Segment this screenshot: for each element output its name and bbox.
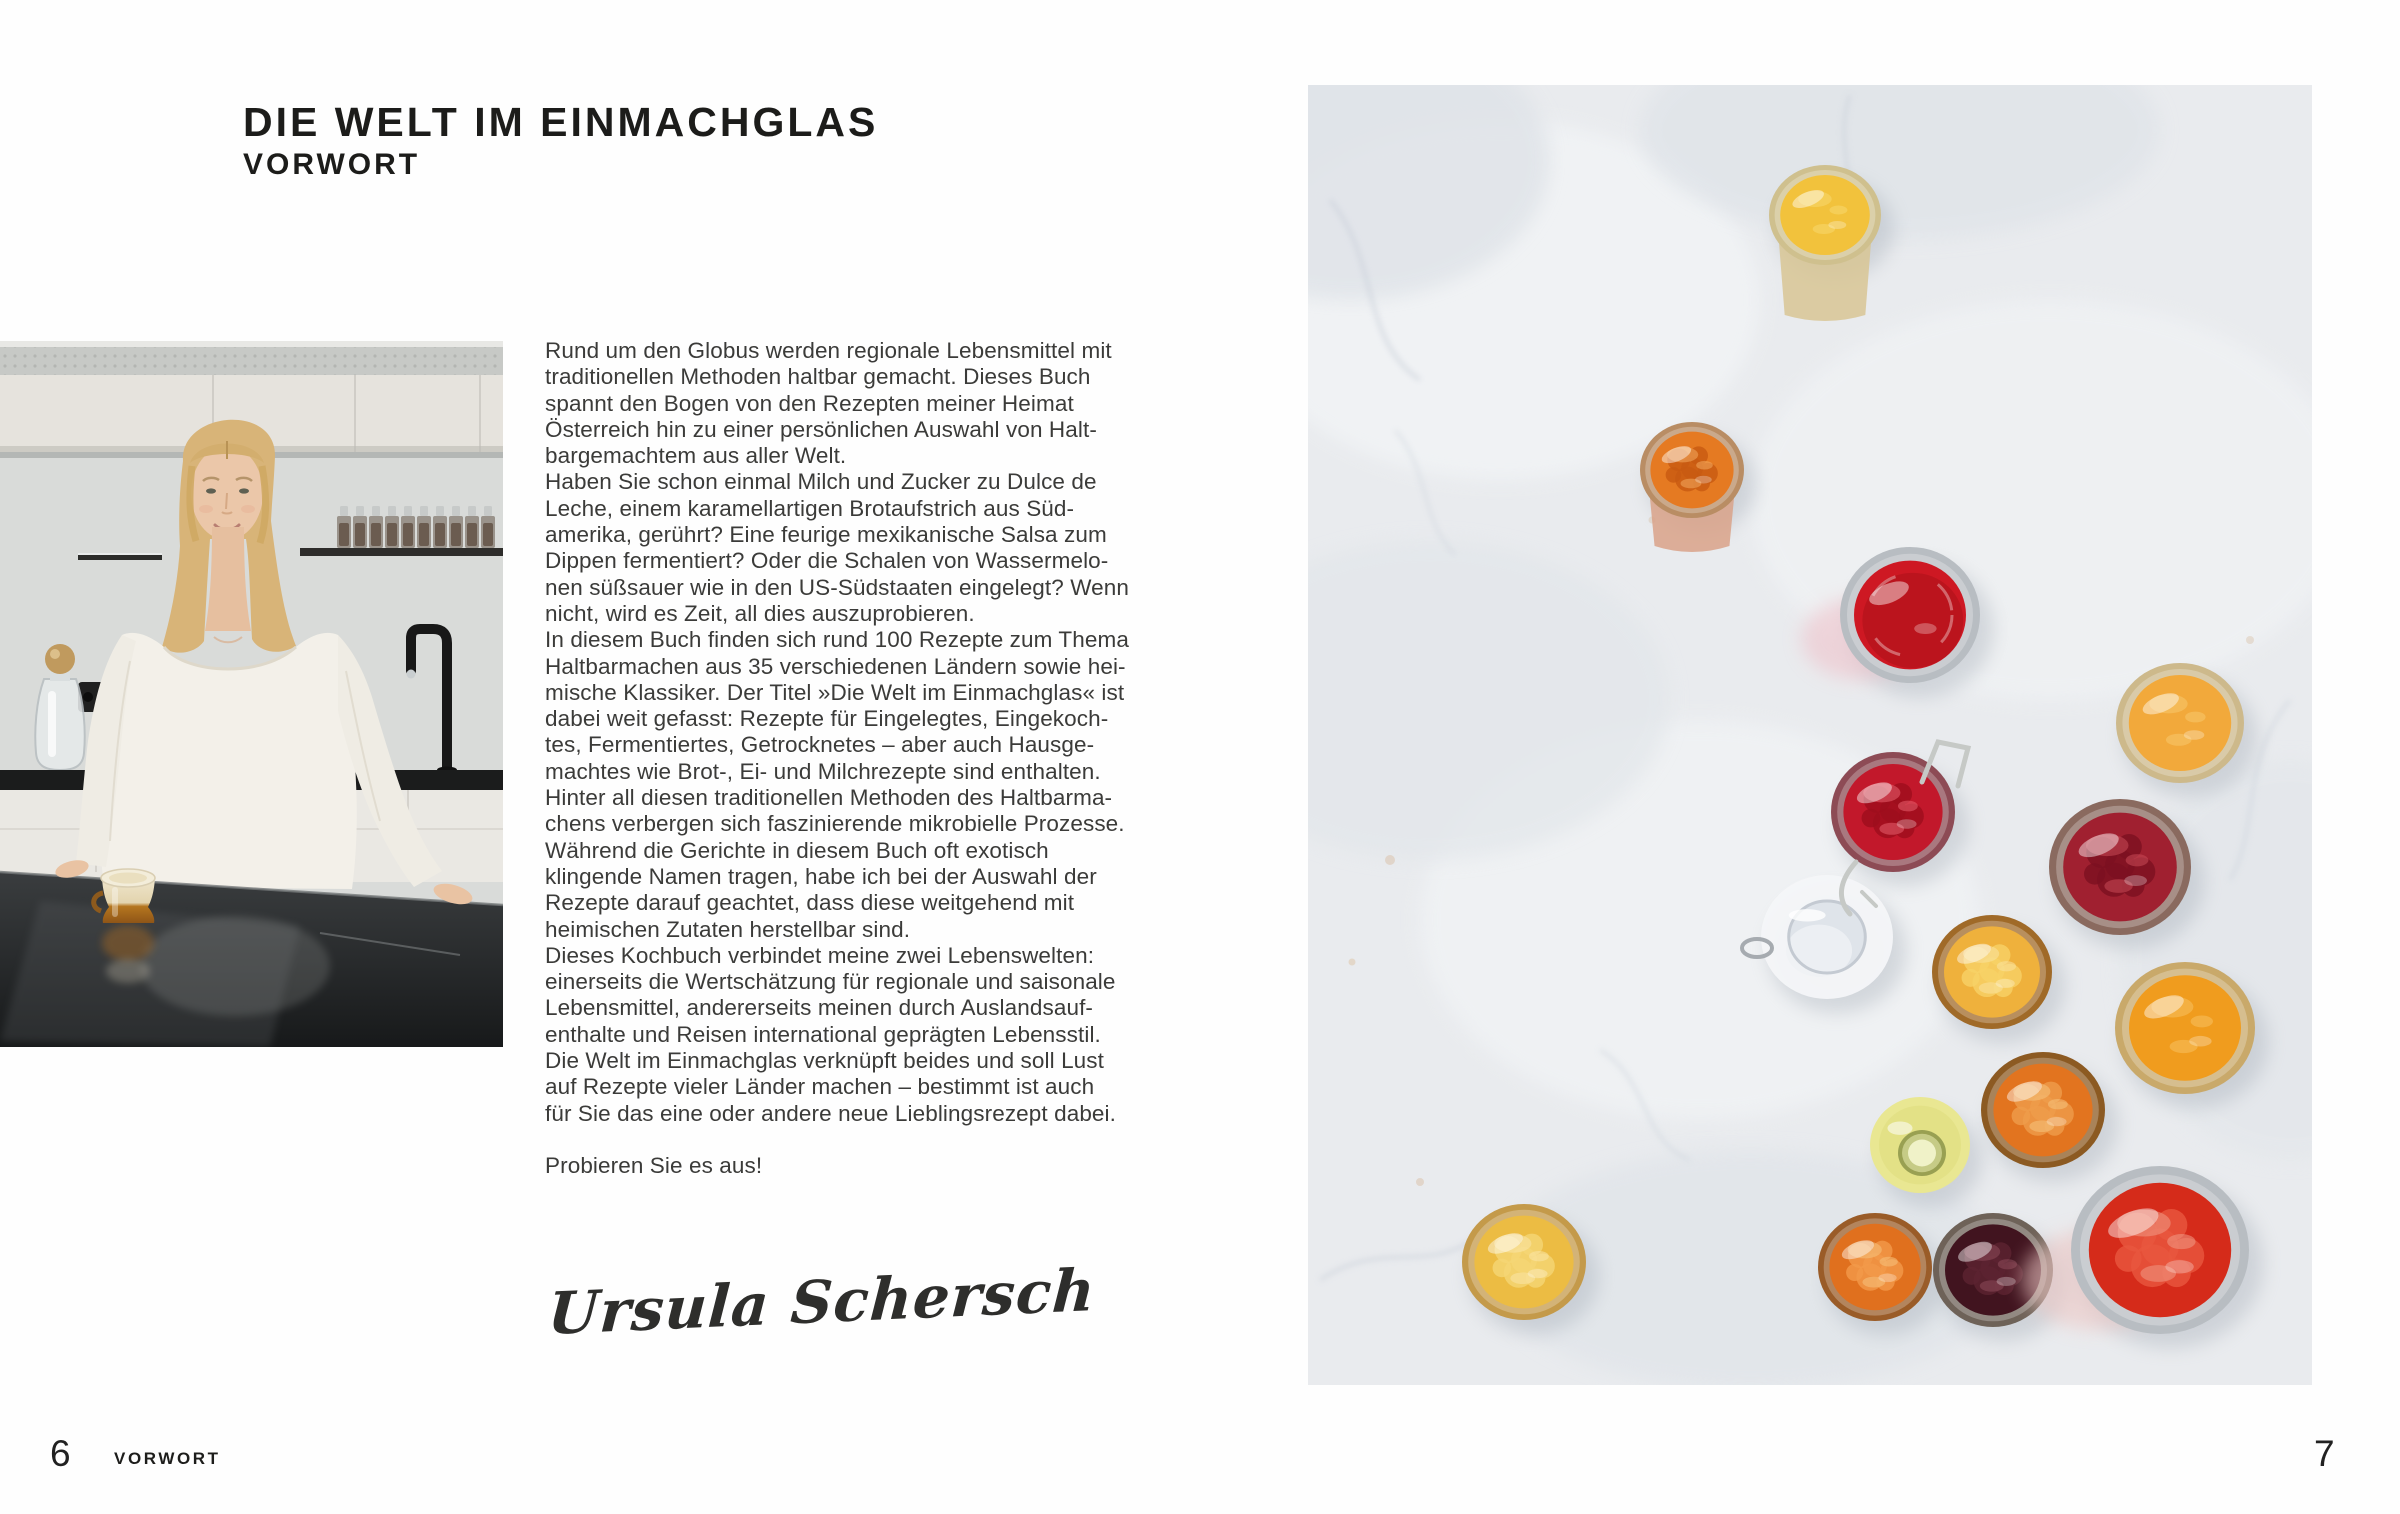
kitchen-scene: [0, 341, 503, 1047]
text-line: nicht, wird es Zeit, all dies auszuprobieren.: [545, 600, 975, 626]
text-line: heimischen Zutaten herstellbar sind.: [545, 916, 911, 942]
text-line: Lebensmittel, andererseits meinen durch Auslandsauf-: [545, 995, 1094, 1021]
text-line: Österreich hin zu einer persönlichen Auswahl von Halt-: [545, 416, 1097, 442]
text-line: Dieses Kochbuch verbindet meine zwei Lebenswelten:: [545, 942, 1095, 968]
text-line: spannt den Bogen von den Rezepten meiner Heimat: [545, 390, 1074, 416]
text-line: Probieren Sie es aus!: [545, 1153, 763, 1179]
page-title: DIE WELT IM EINMACHGLAS: [243, 99, 879, 146]
text-line: Die Welt im Einmachglas verknüpft beides und soll Lust: [545, 1048, 1105, 1074]
text-line: mische Klassiker. Der Titel »Die Welt im Einmachglas« ist: [545, 679, 1125, 705]
page-subtitle: VORWORT: [243, 147, 421, 181]
text-line: amerika, gerührt? Eine feurige mexikanische Salsa zum: [545, 522, 1107, 548]
faucet-aerator: [407, 670, 416, 679]
author-signature: Ursula Schersch: [546, 1255, 1098, 1349]
text-line: Haltbarmachen aus 35 verschiedenen Ländern sowie hei-: [545, 653, 1126, 679]
text-line: einerseits die Wertschätzung für regionale und saisonale: [545, 969, 1116, 995]
text-line: Rezepte darauf geachtet, dass diese weitgehend mit: [545, 890, 1075, 916]
text-line: nen süßsauer wie in den US-Südstaaten eingelegt? Wenn: [545, 574, 1130, 600]
text-line: chens verbergen sich faszinierende mikrobielle Prozesse.: [545, 811, 1125, 837]
footer-right: [2314, 1433, 2335, 1475]
range-hood: [0, 347, 503, 375]
text-line: Rund um den Globus werden regionale Lebensmittel mit: [545, 338, 1112, 363]
jars-scene: [1308, 85, 2312, 1385]
text-line: auf Rezepte vieler Länder machen – bestimmt ist auch: [545, 1074, 1095, 1100]
text-line: Hinter all diesen traditionellen Methoden des Haltbarma-: [545, 785, 1113, 811]
text-line: [545, 1127, 1075, 1153]
wooden-lid-ball: [45, 644, 75, 674]
text-line: Dippen fermentiert? Oder die Schalen von Wassermelo-: [545, 548, 1109, 574]
text-line: machtes wie Brot-, Ei- und Milchrezepte sind enthalten.: [545, 758, 1101, 784]
footer-left: [50, 1433, 71, 1475]
text-line: enthalte und Reisen international geprägten Lebensstil.: [545, 1021, 1101, 1047]
author-photo: [0, 341, 503, 1047]
page-number-left: 6: [50, 1433, 71, 1474]
text-line: für Sie das eine oder andere neue Lieblingsrezept dabei.: [545, 1100, 1116, 1126]
sweater-reflection: [140, 916, 330, 1016]
text-line: klingende Namen tragen, habe ich bei der Auswahl der: [545, 863, 1097, 889]
text-line: dabei weit gefasst: Rezepte für Eingelegtes, Eingekoch-: [545, 706, 1109, 732]
spice-shelf-bar: [300, 548, 503, 556]
preface-text: [545, 338, 1130, 1180]
text-line: traditionellen Methoden haltbar gemacht. Dieses Buch: [545, 364, 1091, 390]
text-line: tes, Fermentiertes, Getrocknetes – aber auch Hausge-: [545, 732, 1095, 758]
text-line: bargemachtem aus aller Welt.: [545, 443, 847, 469]
glass-shelf: [78, 553, 162, 560]
text-line: Während die Gerichte in diesem Buch oft exotisch: [545, 837, 1049, 863]
sweater: [101, 633, 357, 889]
jars-photo: [1308, 85, 2312, 1385]
text-line: In diesem Buch finden sich rund 100 Rezepte zum Thema: [545, 627, 1129, 653]
text-line: Leche, einem karamellartigen Brotaufstrich aus Süd-: [545, 495, 1075, 521]
text-line: Haben Sie schon einmal Milch und Zucker zu Dulce de: [545, 469, 1097, 495]
running-head: VORWORT: [114, 1449, 221, 1468]
page-number-right: 7: [2314, 1433, 2335, 1474]
